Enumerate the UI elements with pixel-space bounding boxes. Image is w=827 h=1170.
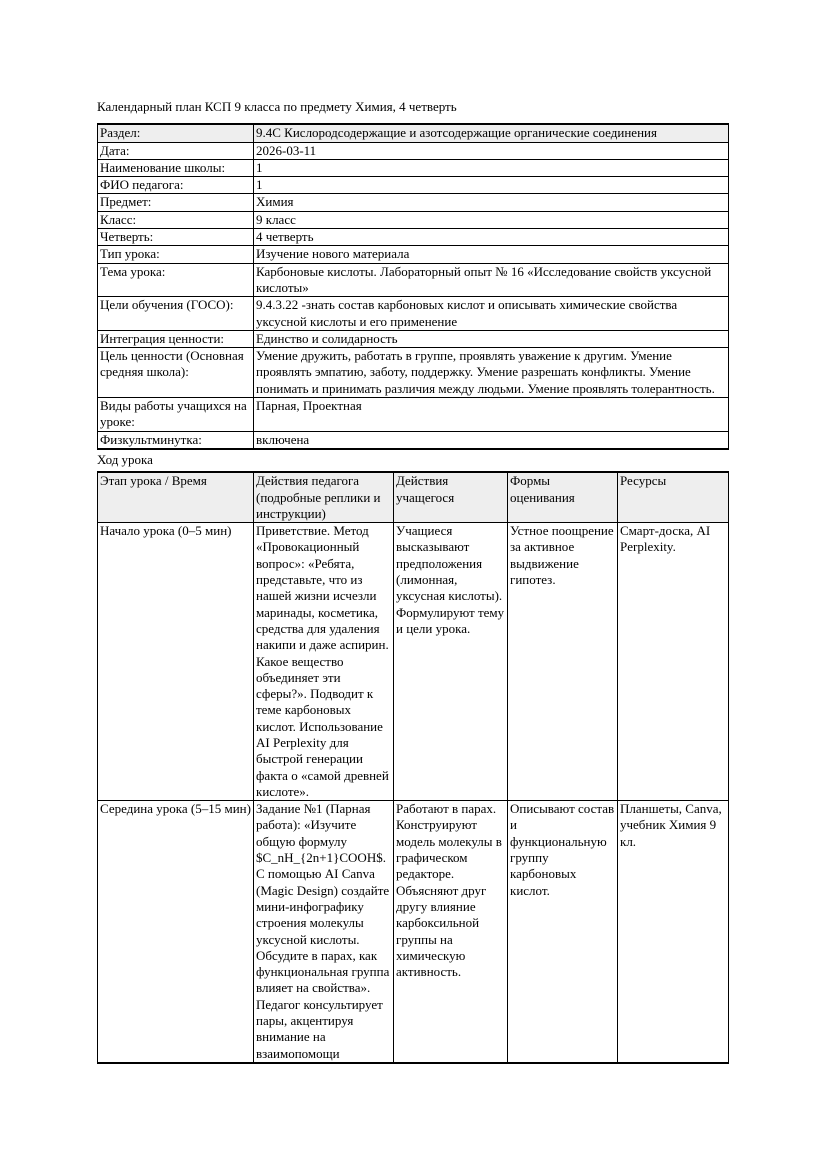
info-label: Класс: — [98, 211, 254, 228]
document-content — [97, 99, 728, 1064]
col-header-teacher-actions: Действия педагога (подробные реплики и инструкции) — [254, 472, 394, 522]
info-label: Физкультминутка: — [98, 431, 254, 449]
info-label: Виды работы учащихся на уроке: — [98, 398, 254, 432]
info-row-quarter — [98, 229, 729, 246]
info-row-razdel — [98, 124, 729, 142]
info-label: Тема урока: — [98, 263, 254, 297]
col-header-assessment: Формы оценивания — [508, 472, 618, 522]
section-heading: Ход урока — [97, 451, 153, 467]
info-row-values-integration — [98, 330, 729, 347]
stage-cell: Начало урока (0–5 мин) — [98, 523, 254, 801]
lesson-info-table — [97, 123, 729, 450]
info-row-lesson-topic — [98, 263, 729, 297]
info-row-teacher-name — [98, 177, 729, 194]
stage-cell: Середина урока (5–15 мин) — [98, 801, 254, 1063]
info-value: 2026-03-11 — [254, 142, 729, 159]
info-row-lesson-type — [98, 246, 729, 263]
info-value: Парная, Проектная — [254, 398, 729, 432]
assessment-cell: Устное поощрение за активное выдвижение гипотез. — [508, 523, 618, 801]
info-label: Предмет: — [98, 194, 254, 211]
info-row-work-types — [98, 398, 729, 432]
info-value: 9 класс — [254, 211, 729, 228]
info-value: 1 — [254, 159, 729, 176]
info-label: Наименование школы: — [98, 159, 254, 176]
info-label: ФИО педагога: — [98, 177, 254, 194]
info-value: 4 четверть — [254, 229, 729, 246]
teacher-actions-cell: Приветствие. Метод «Провокационный вопрос»: «Ребята, представьте, что из нашей жизни исчезли маринады, косметика, средства для удаления накипи и даже аспирин. Какое вещество объединяет эти сферы?». Подводит к теме карбоновых кислот. Использование AI Perplexity для быстрой генерации факта о «самой древней кислоте». — [254, 523, 394, 801]
student-actions-cell: Учащиеся высказывают предположения (лимонная, уксусная кислоты). Формулируют тему и цели урока. — [394, 523, 508, 801]
info-row-values-goal — [98, 348, 729, 398]
lesson-row-middle — [98, 801, 729, 1063]
lesson-flow-table — [97, 471, 729, 1064]
info-row-data — [98, 142, 729, 159]
lesson-table-header-row — [98, 472, 729, 522]
info-value: Изучение нового материала — [254, 246, 729, 263]
info-row-class — [98, 211, 729, 228]
col-header-student-actions: Действия учащегося — [394, 472, 508, 522]
info-value: Единство и солидарность — [254, 330, 729, 347]
info-label: Дата: — [98, 142, 254, 159]
info-row-goals — [98, 297, 729, 331]
col-header-stage: Этап урока / Время — [98, 472, 254, 522]
info-value: 1 — [254, 177, 729, 194]
info-label: Цели обучения (ГОСО): — [98, 297, 254, 331]
info-label: Интеграция ценности: — [98, 330, 254, 347]
info-row-school — [98, 159, 729, 176]
info-label: Четверть: — [98, 229, 254, 246]
info-value: Химия — [254, 194, 729, 211]
document-title: Календарный план КСП 9 класса по предмету Химия, 4 четверть — [97, 99, 457, 114]
info-row-phys-minute — [98, 431, 729, 449]
col-header-resources: Ресурсы — [618, 472, 729, 522]
teacher-actions-cell: Задание №1 (Парная работа): «Изучите общую формулу $C_nH_{2n+1}COOH$. С помощью AI Canva (Magic Design) создайте мини-инфографику строения молекулы уксусной кислоты. Обсудите в парах, как функциональная группа влияет на свойства». Педагог консультирует пары, акцентируя внимание на взаимопомощи — [254, 801, 394, 1063]
info-value: 9.4C Кислородсодержащие и азотсодержащие органические соединения — [254, 124, 729, 142]
student-actions-cell: Работают в парах. Конструируют модель молекулы в графическом редакторе. Объясняют друг другу влияние карбоксильной группы на химическую активность. — [394, 801, 508, 1063]
info-value: 9.4.3.22 -знать состав карбоновых кислот и описывать химические свойства уксусной кислоты и его применение — [254, 297, 729, 331]
lesson-row-start — [98, 523, 729, 801]
info-label: Цель ценности (Основная средняя школа): — [98, 348, 254, 398]
assessment-cell: Описывают состав и функциональную группу карбоновых кислот. — [508, 801, 618, 1063]
resources-cell: Смарт-доска, AI Perplexity. — [618, 523, 729, 801]
info-value: включена — [254, 431, 729, 449]
info-label: Тип урока: — [98, 246, 254, 263]
resources-cell: Планшеты, Canva, учебник Химия 9 кл. — [618, 801, 729, 1063]
info-row-subject — [98, 194, 729, 211]
info-value: Умение дружить, работать в группе, проявлять уважение к другим. Умение проявлять эмпатию, заботу, поддержку. Умение разрешать конфликты. Умение понимать и принимать различия между людьми. Умение проявлять толерантность. — [254, 348, 729, 398]
info-value: Карбоновые кислоты. Лабораторный опыт № 16 «Исследование свойств уксусной кислоты» — [254, 263, 729, 297]
info-label: Раздел: — [98, 124, 254, 142]
